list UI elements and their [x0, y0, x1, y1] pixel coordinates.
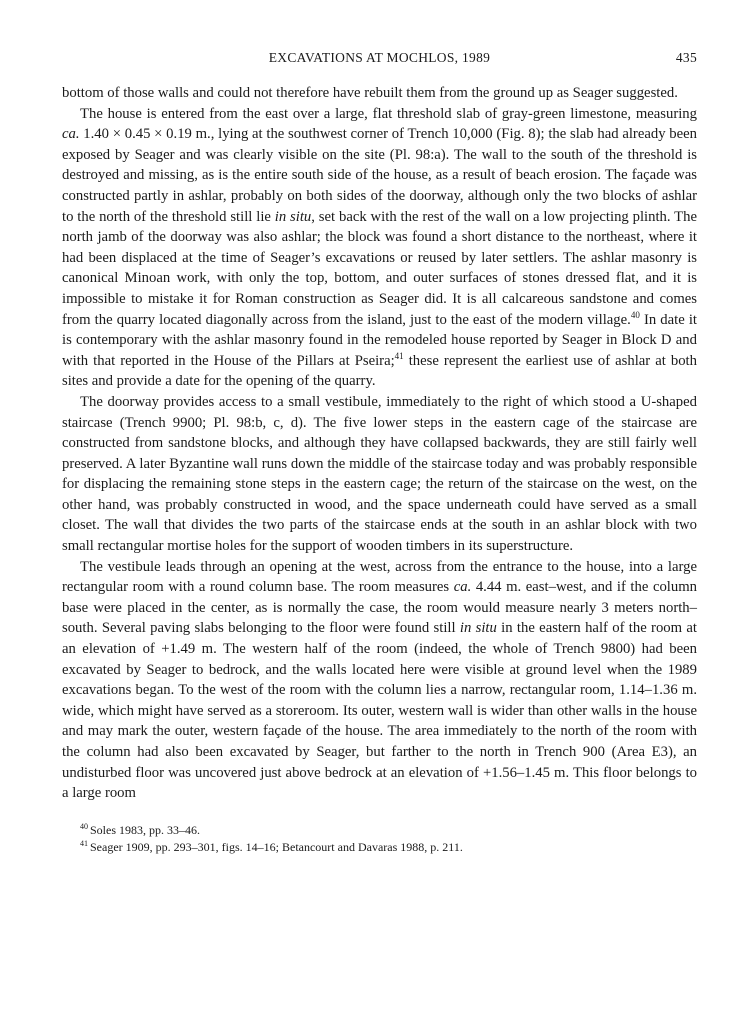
italic-term: in situ [274, 208, 312, 225]
paragraph [62, 83, 697, 104]
paragraph [62, 557, 697, 804]
italic-term: in situ [459, 620, 497, 637]
text-run: In date it is contemporary with the ashlar masonry found in the remodeled house reported by Seager in Block D and with that reported in the House of the Pillars at Pseira; [62, 311, 697, 369]
text-run: The house is entered from the east over a large, flat threshold slab of gray-green limestone, measuring [80, 105, 697, 122]
page-number: 435 [675, 50, 697, 65]
text-run: in the eastern half of the room at an elevation of +1.49 m. The western half of the room (indeed, the whole of Trench 9800) had been excavated by Seager to bedrock, and the walls located here were visible at ground level when the 1989 excavations began. To the west of the room with the column lies a narrow, rectangular room, 1.14–1.36 m. wide, which might have served as a storeroom. Its outer, western wall is wider than other walls in the house and may mark the outer, western façade of the house. The area immediately to the north of the room with the column had also been excavated by Seager, but farther to the north in Trench 900 (Area E3), an undisturbed floor was uncovered just above bedrock at an elevation of +1.56–1.45 m. This floor belongs to a large room [62, 620, 697, 802]
text-run: these represent the earliest use of ashlar at both sites and provide a date for the opening of the quarry. [62, 352, 697, 390]
footnote-ref: 40 [630, 309, 640, 320]
footnote-number: 41 [80, 838, 88, 848]
text-run: 4.44 m. east–west, and if the column base were placed in the center, as is normally the case, the room would measure nearly 3 meters north–south. Several paving slabs belonging to the floor were found still [62, 579, 697, 637]
text-run: , set back with the rest of the wall on a low projecting plinth. The north jamb of the doorway was also ashlar; the block was found a short distance to the northeast, where it had been displaced at the time of Seager’s excavations or reused by later settlers. The ashlar masonry is canonical Minoan work, with only the top, bottom, and outer surfaces of stones dressed flat, and it is impossible to mistake it for Roman construction as Seager did. It is all calcareous sandstone and comes from the quarry located diagonally across from the island, just to the east of the modern village. [62, 208, 697, 328]
italic-term: ca. [453, 579, 472, 596]
footnote-text: Seager 1909, pp. 293–301, figs. 14–16; Betancourt and Davaras 1988, p. 211. [90, 839, 463, 854]
paragraph [62, 104, 697, 392]
footnotes [62, 822, 697, 856]
running-head [62, 50, 697, 70]
italic-term: ca. [62, 126, 80, 143]
text-run: 1.40 × 0.45 × 0.19 m., lying at the southwest corner of Trench 10,000 (Fig. 8); the slab had already been exposed by Seager and was clearly visible on the site (Pl. 98:a). The wall to the south of the threshold is destroyed and missing, as is the entire south side of the house, as a result of beach erosion. The façade was constructed partly in ashlar, probably on both sides of the doorway, although only the two blocks of ashlar to the north of the threshold still lie [62, 126, 697, 225]
text-run: The doorway provides access to a small vestibule, immediately to the right of which stood a U-shaped staircase (Trench 9900; Pl. 98:b, c, d). The five lower steps in the eastern cage of the staircase are constructed from sandstone blocks, and although they have collapsed backwards, they are still fairly well preserved. A later Byzantine wall runs down the middle of the staircase today and was probably responsible for displacing the remaining stone steps in the eastern cage; the return of the staircase on the west, on the other hand, was probably constructed in wood, and the space underneath could have served as a small closet. The wall that divides the two parts of the staircase ends at the south in an ashlar block with two small rectangular mortise holes for the support of wooden timbers in its superstructure. [62, 393, 697, 555]
paragraph [62, 392, 697, 557]
footnote-number: 40 [80, 821, 88, 831]
footnote [80, 839, 697, 856]
text-run: bottom of those walls and could not therefore have rebuilt them from the ground up as Seager suggested. [62, 85, 678, 101]
text-run: The vestibule leads through an opening at the west, across from the entrance to the house, into a large rectangular room with a round column base. The room measures [62, 558, 697, 596]
footnote-text: Soles 1983, pp. 33–46. [90, 822, 201, 837]
page [62, 50, 697, 856]
footnote [80, 822, 697, 839]
body-text [62, 83, 697, 804]
footnote-ref: 41 [394, 350, 404, 361]
running-title: EXCAVATIONS AT MOCHLOS, 1989 [268, 50, 491, 65]
